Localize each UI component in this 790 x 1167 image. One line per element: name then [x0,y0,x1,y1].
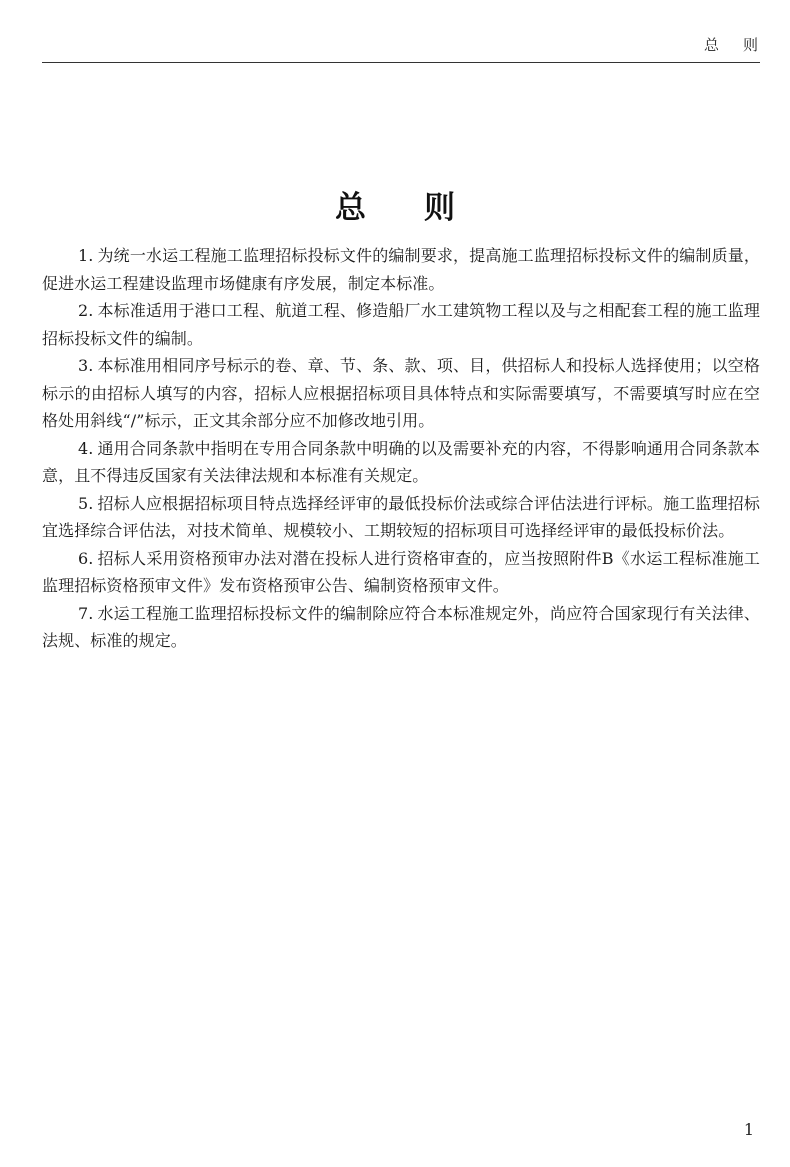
paragraph-text: 招标人应根据招标项目特点选择经评审的最低投标价法或综合评估法进行评标。施工监理招标宜选择综合评估法，对技术简单、规模较小、工期较短的招标项目可选择经评审的最低投标价法。 [42,493,760,540]
running-header-title: 总则 [703,36,782,54]
paragraph-number: 6. [78,548,94,568]
paragraph-7 [42,600,760,655]
paragraph-text: 招标人采用资格预审办法对潜在投标人进行资格审查的，应当按照附件B《水运工程标准施工监理招标资格预审文件》发布资格预审公告、编制资格预审文件。 [42,548,760,595]
paragraph-1 [42,242,760,297]
paragraph-text: 本标准适用于港口工程、航道工程、修造船厂水工建筑物工程以及与之相配套工程的施工监理招标投标文件的编制。 [42,301,760,348]
paragraph-text: 通用合同条款中指明在专用合同条款中明确的以及需要补充的内容，不得影响通用合同条款本意，且不得违反国家有关法律法规和本标准有关规定。 [42,438,760,485]
paragraph-number: 5. [78,493,94,513]
paragraph-2 [42,297,760,352]
paragraph-number: 4. [78,438,94,458]
paragraph-number: 3. [78,356,94,375]
page-number: 1 [743,1120,754,1139]
paragraph-number: 2. [78,301,94,320]
paragraph-3 [42,352,760,435]
paragraph-text: 水运工程施工监理招标投标文件的编制除应符合本标准规定外，尚应符合国家现行有关法律、法规、标准的规定。 [42,603,760,650]
paragraph-number: 1. [78,246,94,265]
paragraph-4 [42,435,760,490]
paragraph-text: 本标准用相同序号标示的卷、章、节、条、款、项、目，供招标人和投标人选择使用；以空格标示的由招标人填写的内容，招标人应根据招标项目具体特点和实际需要填写，不需要填写时应在空格处用斜线“/”标示，正文其余部分应不加修改地引用。 [42,356,760,430]
paragraph-number: 7. [78,603,94,623]
page-title: 总则 [335,190,513,226]
paragraph-5 [42,490,760,545]
paragraph-6 [42,545,760,600]
paragraph-text: 为统一水运工程施工监理招标投标文件的编制要求，提高施工监理招标投标文件的编制质量，促进水运工程建设监理市场健康有序发展，制定本标准。 [42,246,760,293]
running-header [42,28,782,63]
body-text [42,242,760,655]
